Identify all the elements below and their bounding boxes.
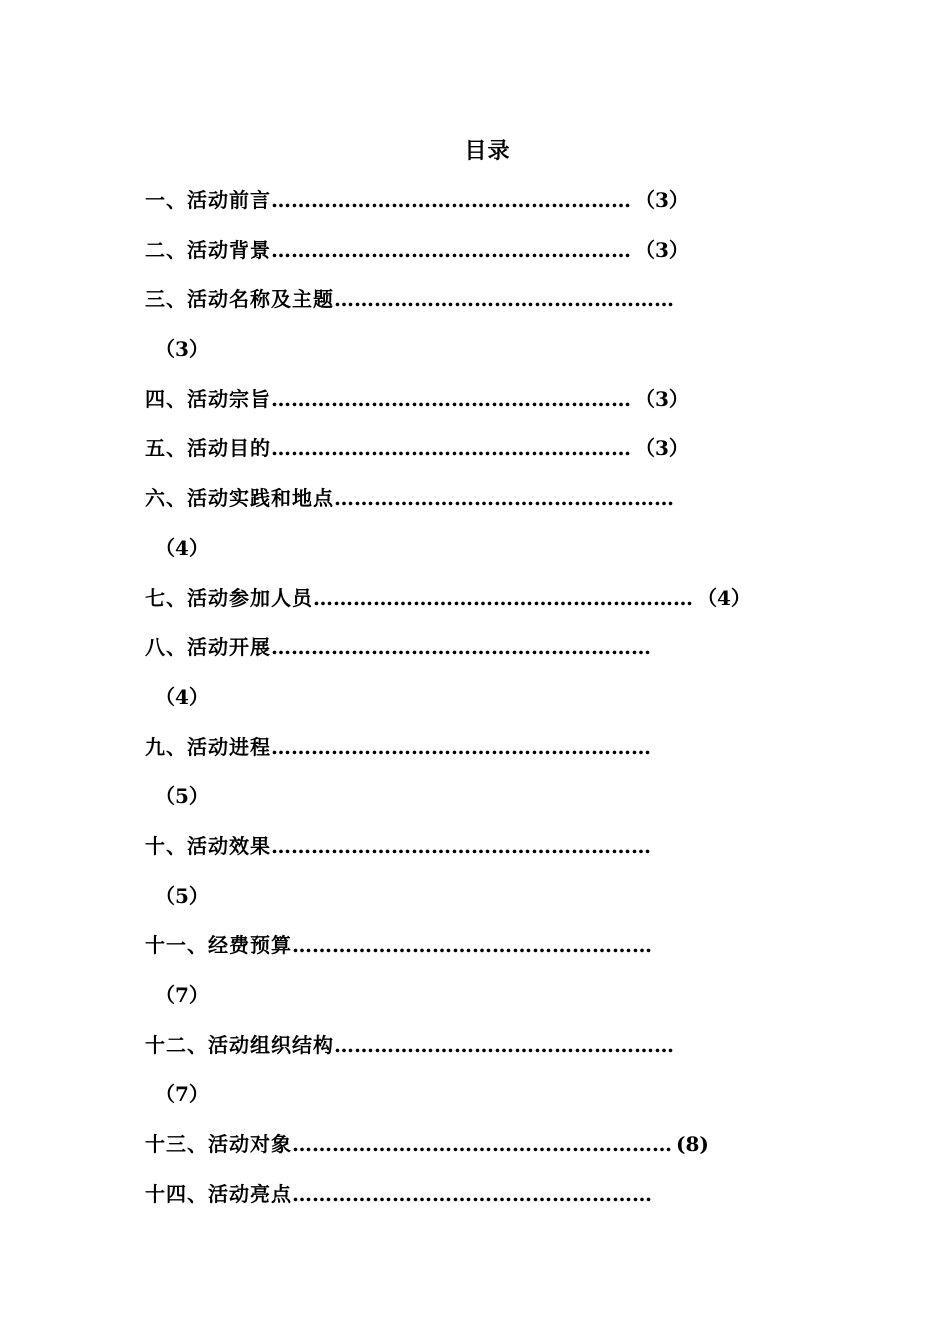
toc-line (145, 381, 825, 431)
toc-line (145, 580, 825, 630)
toc-line-page-only (145, 679, 825, 729)
toc-line (145, 629, 825, 679)
toc-line (145, 1126, 825, 1176)
toc-line (145, 281, 825, 331)
toc-leader-dots: ………………………………………………… (271, 734, 651, 759)
toc-page-number: （7） (155, 1082, 209, 1107)
toc-leader-dots: ……………………………………………… (271, 436, 631, 461)
toc-label: 十四、活动亮点 (145, 1181, 292, 1206)
toc-page-number: （3） (635, 237, 689, 262)
toc-line (145, 828, 825, 878)
toc-label: 七、活动参加人员 (145, 585, 313, 610)
toc-leader-dots: ………………………………………………… (313, 585, 693, 610)
toc-line-page-only (145, 331, 825, 381)
toc-page-number: （4） (155, 684, 209, 709)
toc-label: 二、活动背景 (145, 237, 271, 262)
toc-label: 十二、活动组织结构 (145, 1032, 334, 1057)
toc-leader-dots: ………………………………………………… (271, 635, 651, 660)
toc-line-page-only (145, 878, 825, 928)
toc-label: 九、活动进程 (145, 734, 271, 759)
toc-line (145, 1027, 825, 1077)
toc-line-page-only (145, 1076, 825, 1126)
toc-page-number: (8) (676, 1132, 709, 1157)
toc-line (145, 182, 825, 232)
toc-page-number: （7） (155, 983, 209, 1007)
toc-label: 八、活动开展 (145, 635, 271, 660)
toc-line-page-only (145, 530, 825, 580)
toc-line (145, 232, 825, 282)
toc-leader-dots: …………………………………………… (334, 486, 674, 511)
toc-page-number: （4） (155, 535, 209, 560)
toc-leader-dots: …………………………………………… (334, 1032, 674, 1057)
toc-leader-dots: ……………………………………………… (271, 386, 631, 411)
toc-line (145, 480, 825, 530)
toc-title: 目录 (464, 138, 511, 164)
toc-page-number: （3） (635, 188, 689, 212)
toc-line-page-only (145, 778, 825, 828)
toc-line (145, 729, 825, 779)
toc-page-number: （3） (635, 436, 689, 461)
toc-label: 五、活动目的 (145, 436, 271, 461)
toc-label: 十三、活动对象 (145, 1132, 292, 1157)
toc-label: 三、活动名称及主题 (145, 287, 334, 312)
toc-label: 一、活动前言 (145, 188, 271, 212)
toc-page-number: （3） (155, 337, 209, 362)
toc-page-number: （3） (635, 386, 689, 411)
toc-label: 六、活动实践和地点 (145, 486, 334, 511)
toc-label: 四、活动宗旨 (145, 386, 271, 411)
toc-leader-dots: ……………………………………………… (292, 1181, 652, 1206)
toc-line-page-only (145, 977, 825, 1027)
toc-page-number: （4） (697, 585, 751, 610)
toc-page-number: （5） (155, 784, 209, 809)
toc-line (145, 430, 825, 480)
toc-list (145, 182, 825, 1225)
toc-label: 十一、经费预算 (145, 933, 292, 958)
toc-leader-dots: ……………………………………………… (271, 237, 631, 262)
toc-leader-dots: ……………………………………………… (292, 933, 652, 958)
toc-leader-dots: …………………………………………… (334, 287, 674, 312)
toc-line (145, 927, 825, 977)
toc-leader-dots: ……………………………………………… (271, 188, 631, 212)
toc-leader-dots: ………………………………………………… (292, 1132, 672, 1157)
toc-leader-dots: ………………………………………………… (271, 833, 651, 858)
toc-line (145, 1176, 825, 1226)
toc-page-number: （5） (155, 883, 209, 908)
toc-label: 十、活动效果 (145, 833, 271, 858)
